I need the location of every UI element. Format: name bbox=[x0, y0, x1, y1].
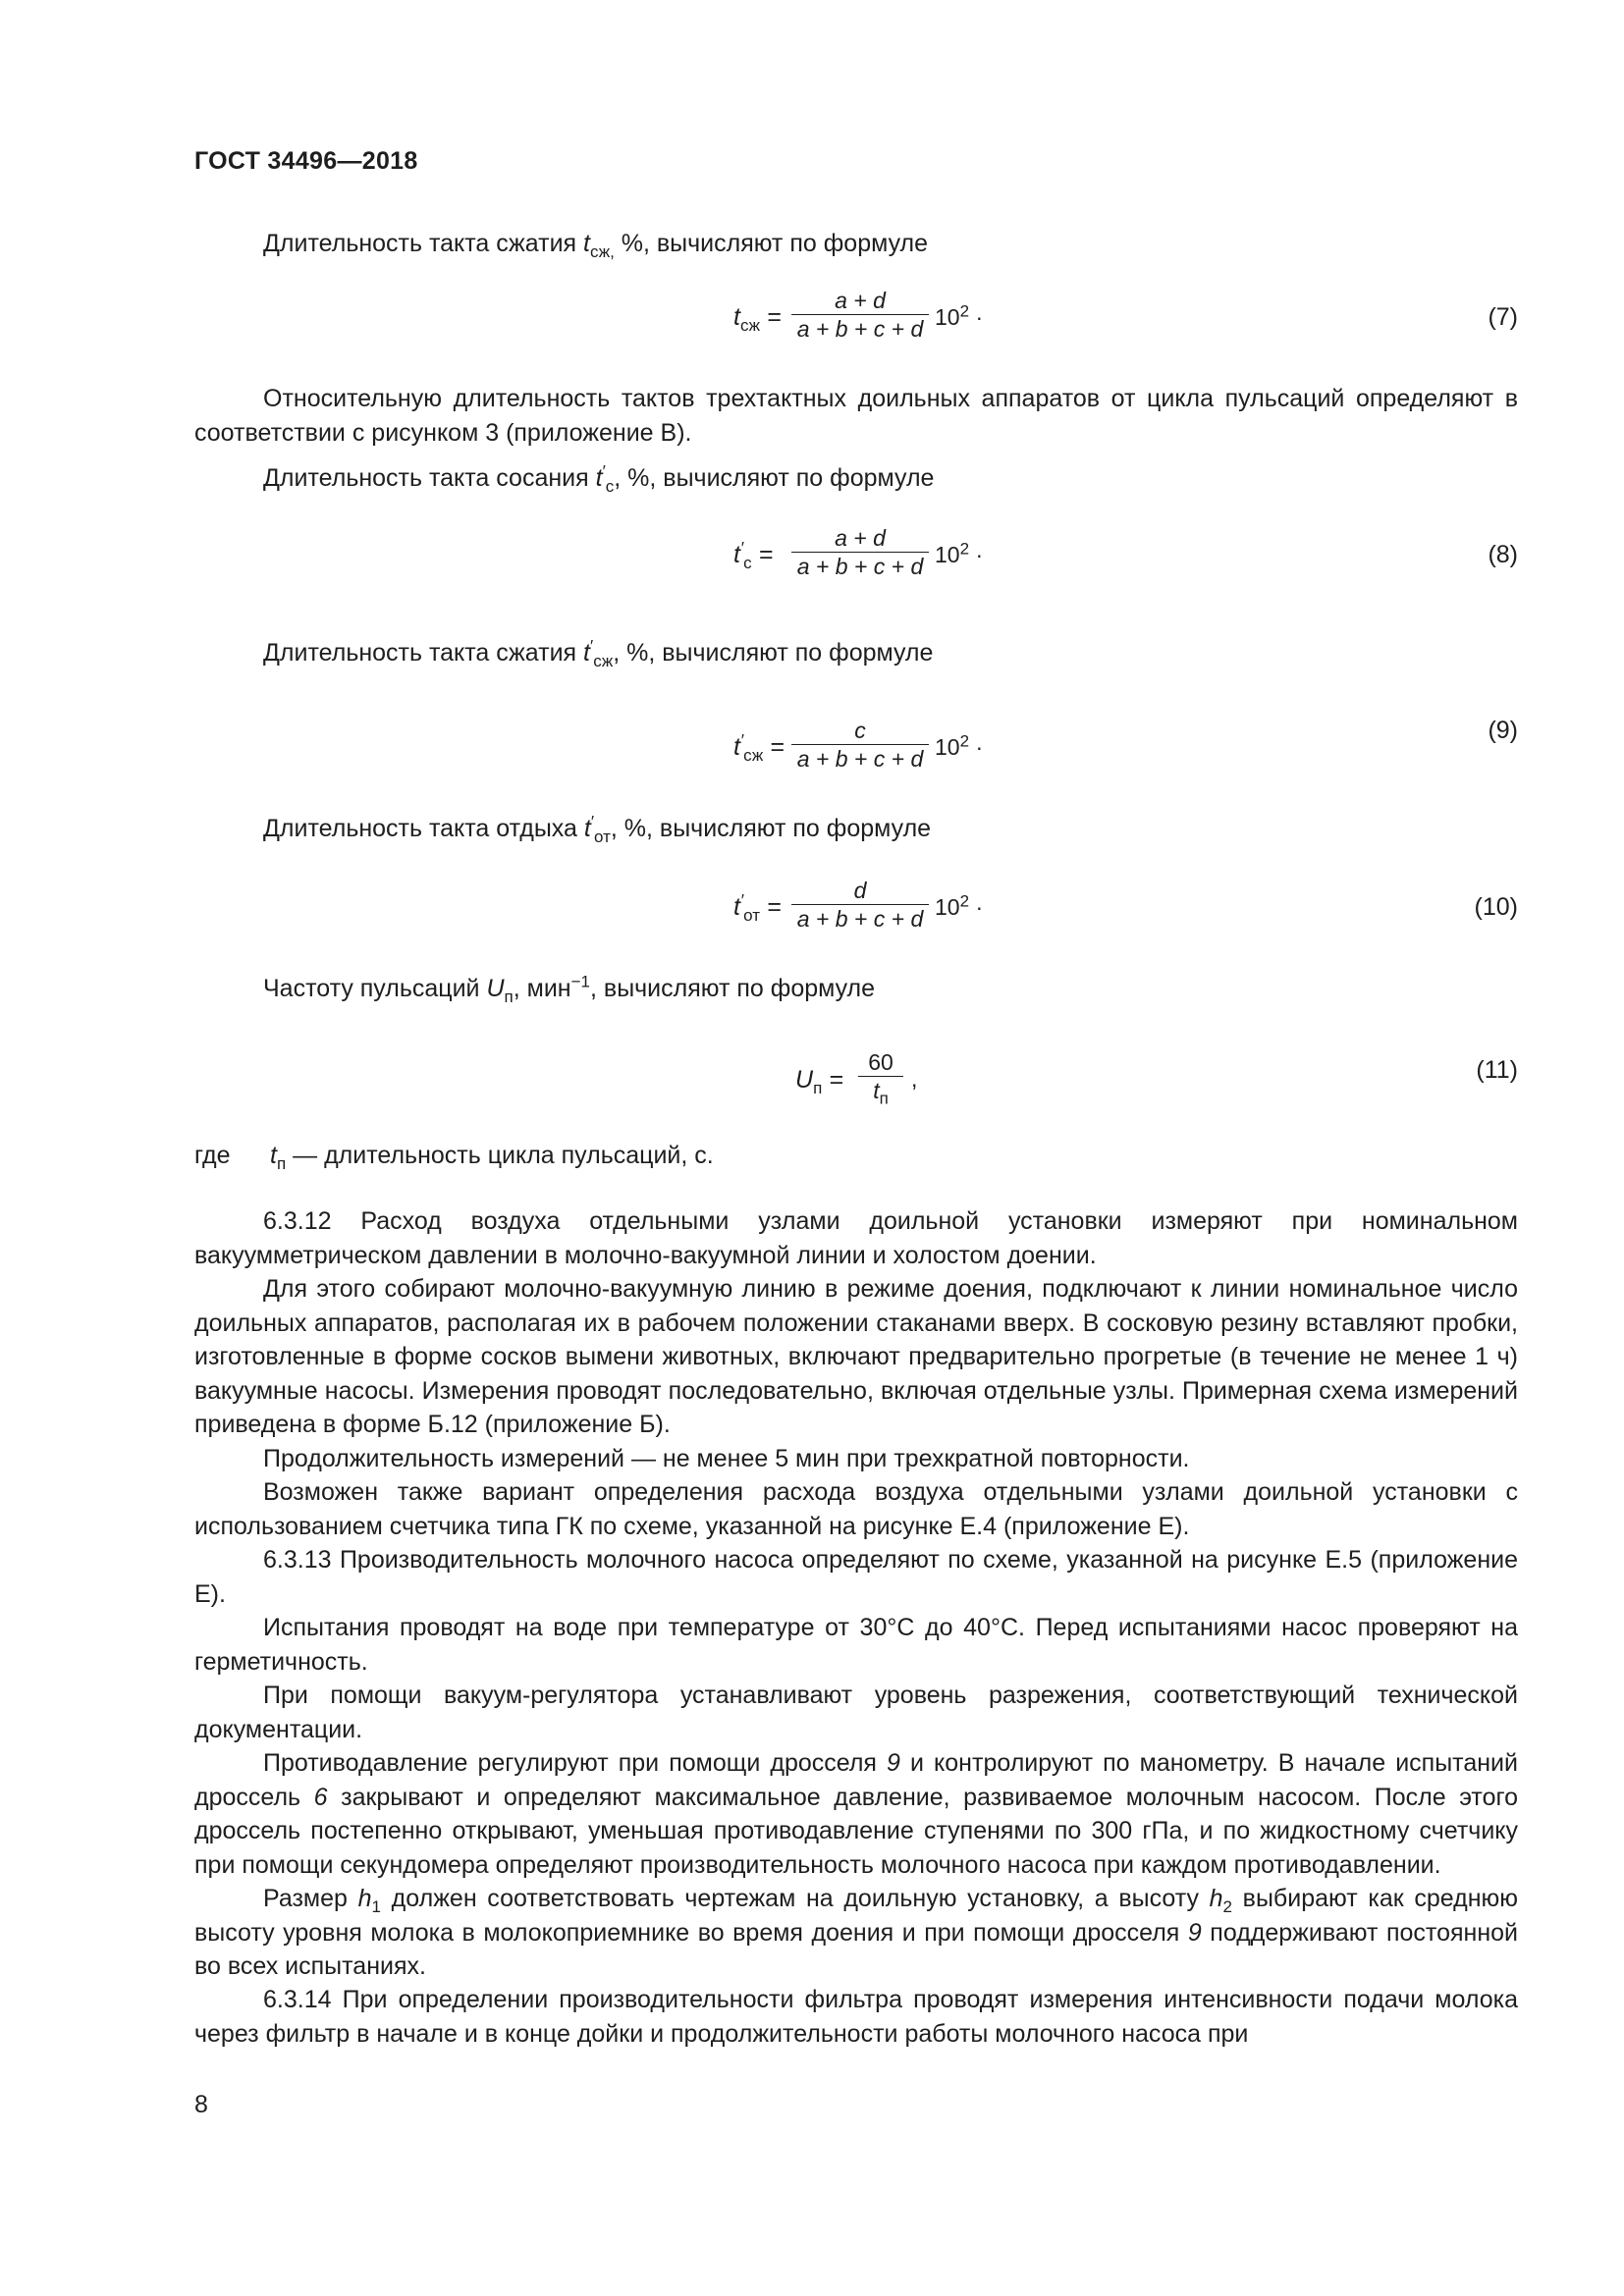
formula-intro-10: Длительность такта отдыха $t'_{от}$, %, вычисляют по формуле bbox=[263, 812, 932, 846]
formula-intro-7: Длительность такта сжатия $t_{сж,}$ %, вычисляют по формуле bbox=[263, 230, 929, 261]
section-6-3-13-vacuum: При помощи вакуум-регулятора устанавливают уровень разрежения, соответствующий технической документации. bbox=[194, 1682, 1518, 1743]
formula-intro-9: Длительность такта сжатия $t'_{сж}$, %, вычисляют по формуле bbox=[263, 636, 934, 670]
section-6-3-12: 6.3.12 Расход воздуха отдельными узлами доильной установки измеряют при номинальном вакуумметрическом давлении в молочно-вакуумной линии и холостом доении. bbox=[194, 1207, 1518, 1269]
equation-7: $t_{сж}$ = a + d a + b + c + d $10^2$ · (7) bbox=[733, 288, 1518, 342]
paragraph-relative-duration: Относительную длительность тактов трехтактных доильных аппаратов от цикла пульсаций определяют в соответствии с рисунком 3 (приложение В). bbox=[194, 385, 1518, 447]
equation-8: $t'_с$ = a + d a + b + c + d $10^2$ · (8) bbox=[733, 525, 1518, 579]
equation-9: $t'_{сж}$ = c a + b + c + d $10^2$ · (9) bbox=[733, 717, 1518, 772]
page-number: 8 bbox=[194, 2091, 208, 2118]
section-6-3-13-size: Размер $h_1$ должен соответствовать чертежам на доильную установку, а высоту $h_2$ выбирают как среднюю высоту уровня молока в молокоприемнике во время доения и при помощи дросселя 9 поддерживают постоянной во всех испытаниях. bbox=[194, 1885, 1518, 1980]
document-header: ГОСТ 34496—2018 bbox=[194, 147, 418, 175]
section-6-3-13: 6.3.13 Производительность молочного насоса определяют по схеме, указанной на рисунке Е.5 (приложение Е). bbox=[194, 1546, 1518, 1608]
equation-number: (10) bbox=[1474, 893, 1518, 921]
where-clause: где $t_п$ — длительность цикла пульсаций, с. bbox=[194, 1142, 714, 1173]
section-6-3-12-procedure: Для этого собирают молочно-вакуумную линию в режиме доения, подключают к линии номинальное число доильных аппаратов, располагая их в рабочем положении стаканами вверх. В сосковую резину вставляют пробки, изготовленные в форме сосков вымени животных, включают предварительно прогретые (в течение не менее 1 ч) вакуумные насосы. Измерения проводят последовательно, включая отдельные узлы. Примерная схема измерений приведена в форме Б.12 (приложение Б). bbox=[194, 1275, 1518, 1438]
formula-intro-11: Частоту пульсаций $U_п$, мин$^{-1}$, вычисляют по формуле bbox=[263, 972, 876, 1006]
section-6-3-12-variant: Возможен также вариант определения расхода воздуха отдельными узлами доильной установки с использованием счетчика типа ГК по схеме, указанной на рисунке Е.4 (приложение Е). bbox=[194, 1478, 1518, 1540]
equation-number: (8) bbox=[1488, 541, 1518, 568]
section-6-3-12-duration: Продолжительность измерений — не менее 5 мин при трехкратной повторности. bbox=[263, 1445, 1190, 1472]
section-6-3-13-backpressure: Противодавление регулируют при помощи дросселя 9 и контролируют по манометру. В начале испытаний дроссель 6 закрывают и определяют максимальное давление, развиваемое молочным насосом. После этого дроссель постепенно открывают, уменьшая противодавление ступенями по 300 гПа, и по жидкостному счетчику при помощи секундомера определяют производительность молочного насоса при каждом противодавлении. bbox=[194, 1749, 1518, 1879]
equation-number: (11) bbox=[1476, 1056, 1518, 1084]
equation-number: (9) bbox=[1488, 717, 1518, 744]
fraction: c a + b + c + d bbox=[791, 717, 929, 773]
fraction: a + d a + b + c + d bbox=[791, 287, 929, 343]
formula-intro-8: Длительность такта сосания $t'_с$, %, вычисляют по формуле bbox=[263, 461, 935, 496]
fraction: a + d a + b + c + d bbox=[791, 524, 929, 580]
fraction: d a + b + c + d bbox=[791, 877, 929, 933]
equation-11: $U_п$ = 60 $t_п$ , (11) bbox=[795, 1049, 1518, 1108]
equation-number: (7) bbox=[1488, 303, 1518, 331]
fraction: 60 $t_п$ bbox=[858, 1048, 903, 1104]
section-6-3-14: 6.3.14 При определении производительности фильтра проводят измерения интенсивности подачи молока через фильтр в начале и в конце дойки и продолжительности работы молочного насоса при bbox=[194, 1986, 1518, 2048]
equation-10: $t'_{от}$ = d a + b + c + d $10^2$ · (10) bbox=[733, 878, 1518, 932]
section-6-3-13-test: Испытания проводят на воде при температуре от 30°С до 40°С. Перед испытаниями насос проверяют на герметичность. bbox=[194, 1614, 1518, 1676]
